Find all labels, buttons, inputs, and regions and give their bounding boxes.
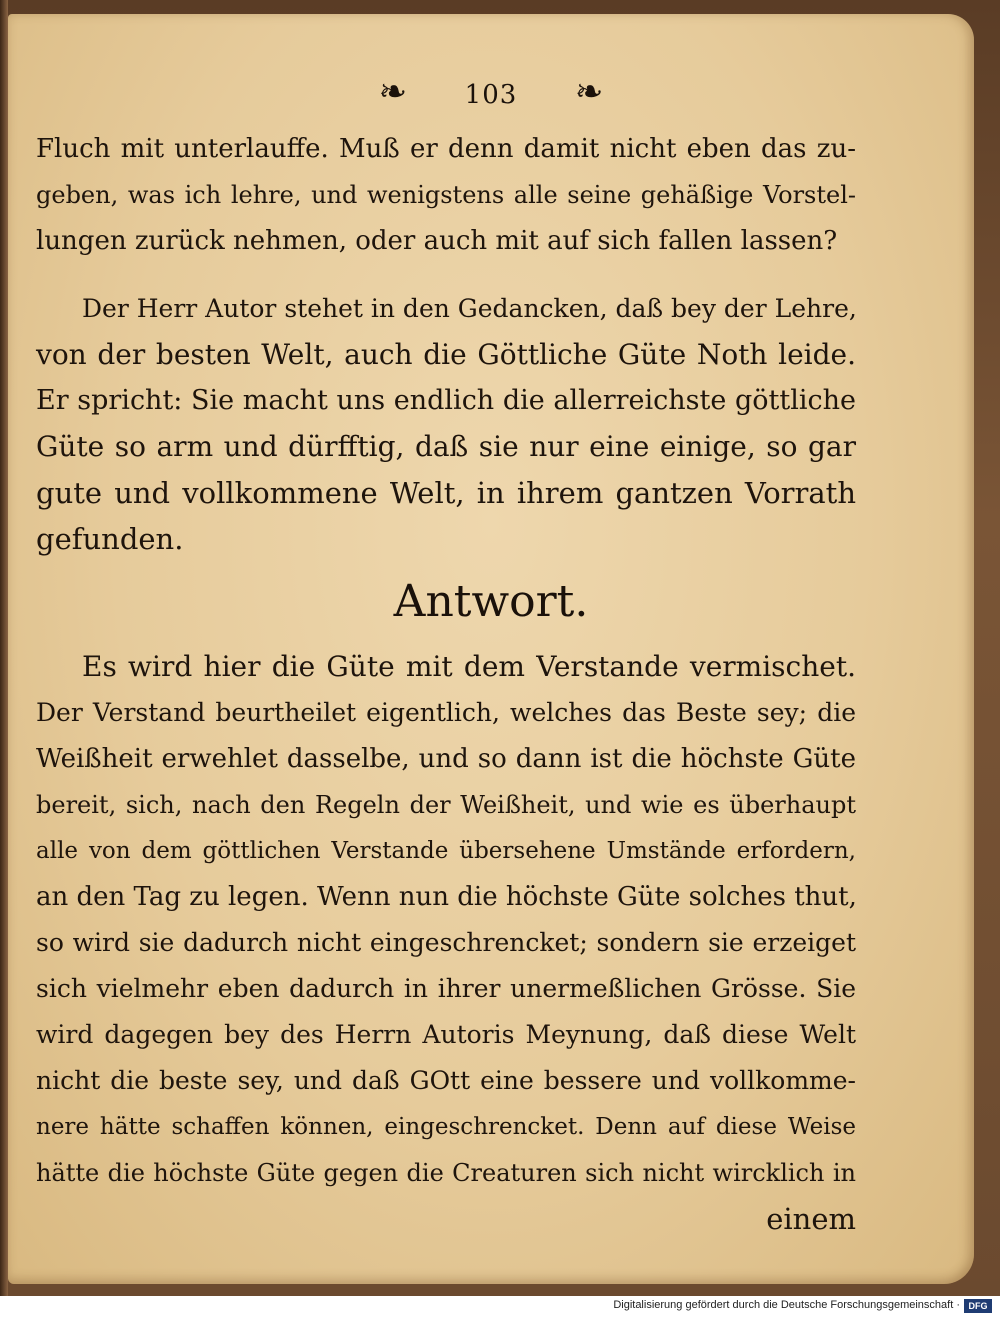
digitization-footer [0, 1296, 1000, 1317]
text-line: geben, was ich lehre, und wenigstens alle seine gehäßige Vorstel- [36, 181, 856, 209]
right-ornament-icon: ❧ [574, 72, 604, 112]
left-ornament-icon: ❧ [378, 72, 408, 112]
text-line: gefunden. [36, 522, 184, 556]
page-header [8, 72, 974, 112]
paragraph-3 [36, 644, 856, 1242]
text-line: an den Tag zu legen. Wenn nun die höchste Güte solches thut, [36, 882, 857, 912]
text-line: Er spricht: Sie macht uns endlich die allerreichste göttliche [36, 385, 856, 416]
book-spine [0, 0, 8, 1296]
text-line: nicht die beste sey, und daß GOtt eine bessere und vollkomme- [36, 1066, 856, 1095]
text-line: Es wird hier die Güte mit dem Verstande vermischet. [82, 650, 856, 683]
text-line: Der Herr Autor stehet in den Gedancken, daß bey der Lehre, [82, 294, 857, 323]
text-line: hätte die höchste Güte gegen die Creaturen sich nicht wircklich in [36, 1159, 856, 1187]
text-line: lungen zurück nehmen, oder auch mit auf sich fallen lassen? [36, 226, 838, 256]
text-line: so wird sie dadurch nicht eingeschrencket; sondern sie erzeiget [36, 928, 856, 957]
text-line: Der Verstand beurtheilet eigentlich, welches das Beste sey; die [36, 698, 856, 727]
section-title: Antwort. [393, 576, 589, 627]
text-line: gute und vollkommene Welt, in ihrem gantzen Vorrath [36, 476, 856, 510]
dfg-logo-icon[interactable]: DFG [964, 1299, 992, 1313]
text-line: nere hätte schaffen können, eingeschrencket. Denn auf diese Weise [36, 1114, 856, 1140]
text-line: bereit, sich, nach den Regeln der Weißheit, und wie es überhaupt [36, 791, 856, 819]
text-line: von der besten Welt, auch die Göttliche Güte Noth leide. [36, 338, 856, 371]
text-line: Fluch mit unterlauffe. Muß er denn damit nicht eben das zu- [36, 134, 856, 164]
catchword: einem [766, 1202, 856, 1236]
text-line: Weißheit erwehlet dasselbe, und so dann ist die höchste Güte [36, 744, 856, 774]
page-number: 103 [464, 80, 518, 110]
book-page [8, 14, 974, 1284]
text-line: wird dagegen bey des Herrn Autoris Meynung, daß diese Welt [36, 1020, 856, 1049]
text-line: sich vielmehr eben dadurch in ihrer unermeßlichen Grösse. Sie [36, 974, 856, 1003]
paragraph-2 [36, 286, 856, 562]
paragraph-1 [36, 126, 856, 264]
footer-credit: Digitalisierung gefördert durch die Deutsche Forschungsgemeinschaft · [613, 1299, 960, 1311]
text-line: alle von dem göttlichen Verstande übersehene Umstände erfordern, [36, 838, 856, 864]
text-line: Güte so arm und dürfftig, daß sie nur eine einige, so gar [36, 430, 856, 463]
